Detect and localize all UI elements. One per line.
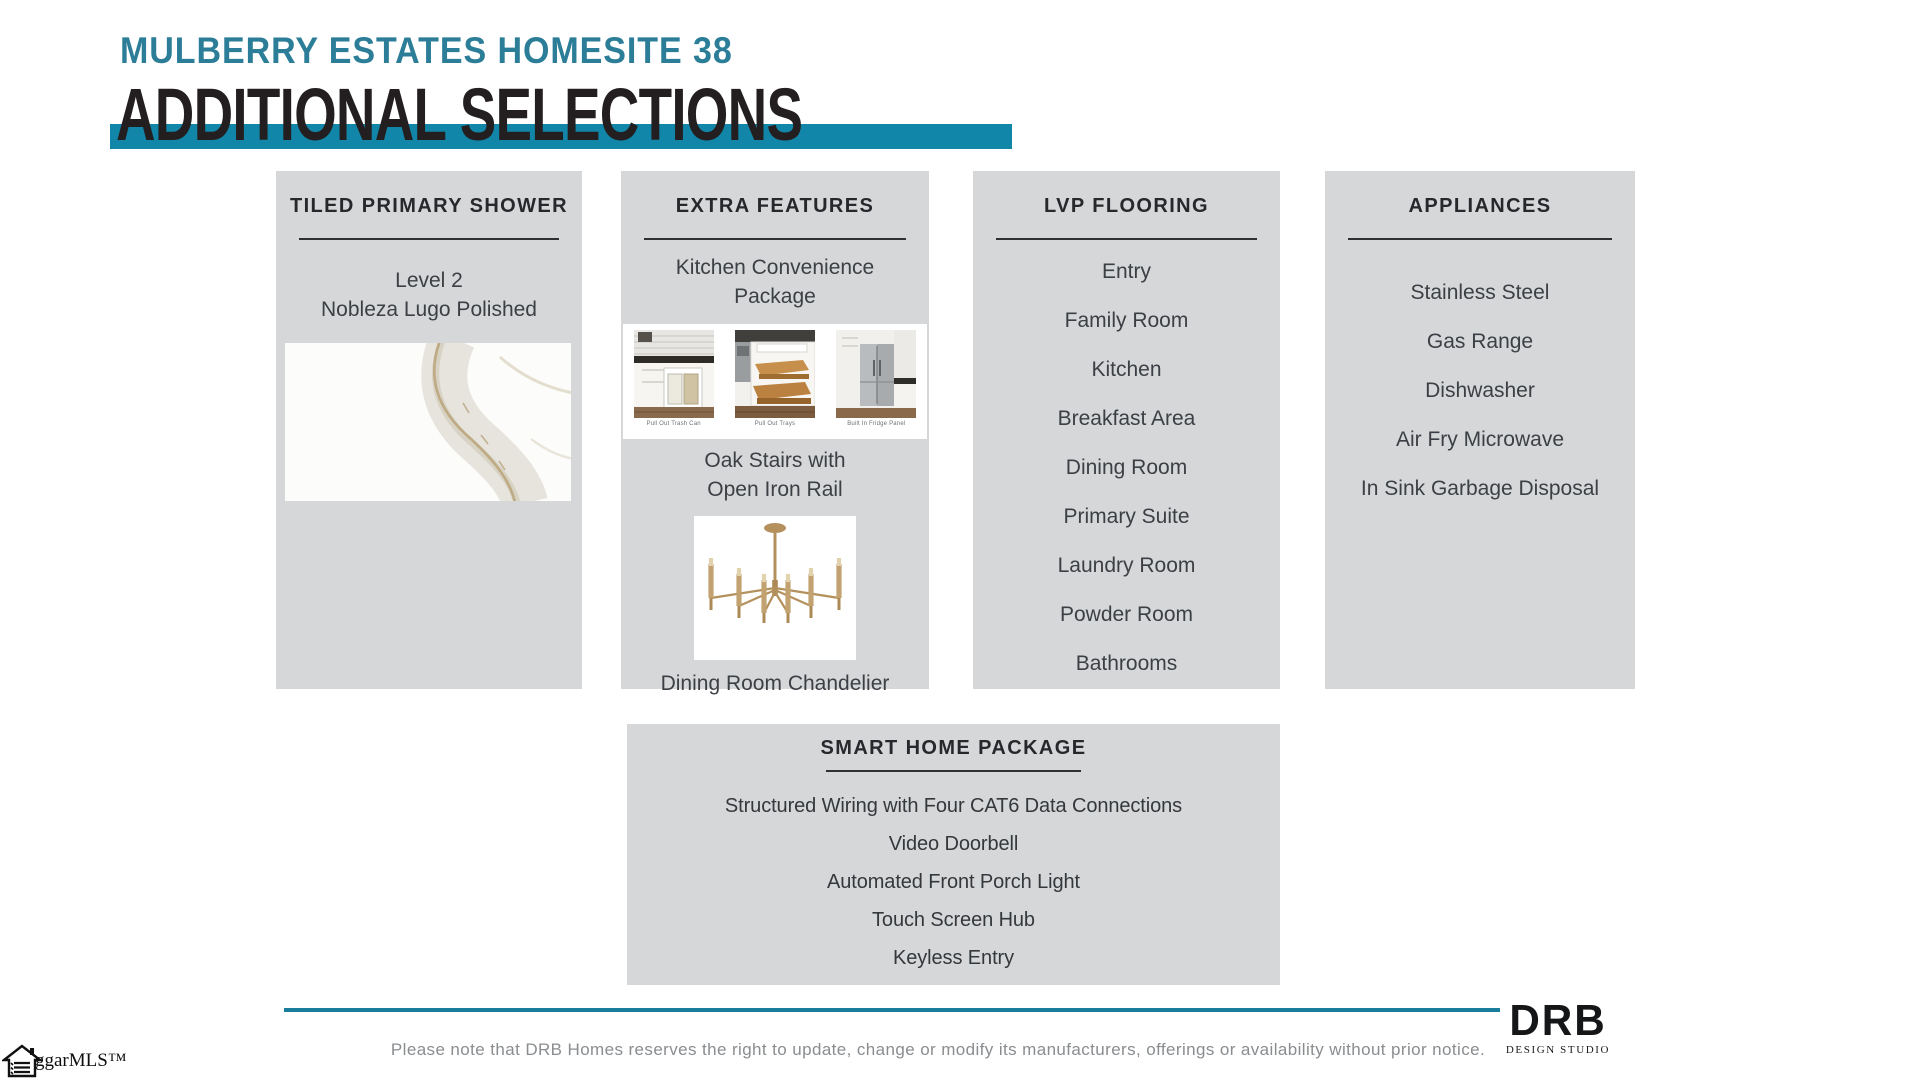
lvp-list: [973, 247, 1280, 688]
lvp-item: Kitchen: [1091, 357, 1162, 381]
heading-rule: [826, 770, 1081, 772]
drb-wordmark: DRB: [1509, 996, 1607, 1045]
heading-rule: [1348, 238, 1612, 240]
lvp-item: Bathrooms: [1075, 651, 1178, 675]
appliance-item: Air Fry Microwave: [1395, 427, 1564, 451]
lvp-item: Entry: [1101, 259, 1151, 283]
disclaimer-text: Please note that DRB Homes reserves the right to update, change or modify its manufacturers, offerings or availability without prior notice.: [390, 1040, 1486, 1059]
smart-item: Keyless Entry: [893, 946, 1014, 969]
card-lvp-flooring: [973, 171, 1280, 689]
card-appliances: [1325, 171, 1635, 689]
card-heading-smart: SMART HOME PACKAGE: [820, 737, 1087, 759]
card-heading-shower: TILED PRIMARY SHOWER: [289, 195, 568, 217]
smart-item: Touch Screen Hub: [872, 908, 1035, 931]
lvp-item: Dining Room: [1065, 455, 1188, 479]
lvp-item: Laundry Room: [1057, 553, 1196, 577]
oak-stairs-line1: Oak Stairs with: [704, 449, 846, 472]
appliance-item: Stainless Steel: [1410, 280, 1550, 304]
marble-tile-image: [285, 343, 571, 501]
kitchen-photo-trash: [631, 330, 717, 427]
card-extra-features: [621, 171, 929, 695]
card-heading-lvp: LVP FLOORING: [1044, 195, 1209, 217]
card-tiled-primary-shower: [276, 171, 582, 689]
kitchen-photo-trays: [732, 330, 818, 427]
shower-tile-name: Nobleza Lugo Polished: [321, 298, 537, 321]
photo-caption: Pull Out Trash Can: [646, 421, 701, 427]
smart-home-list: [627, 787, 1280, 977]
chandelier-image: [694, 516, 856, 660]
footer-accent-rule: [284, 1008, 1500, 1012]
photo-caption: Pull Out Trays: [754, 421, 796, 427]
card-smart-home-package: [627, 724, 1280, 985]
pull-out-trash-image: [634, 330, 714, 418]
lvp-item: Powder Room: [1059, 602, 1194, 626]
kitchen-photo-fridge: [833, 330, 919, 427]
smart-item: Structured Wiring with Four CAT6 Data Connections: [724, 794, 1183, 817]
card-heading-appliances: APPLIANCES: [1408, 195, 1552, 217]
chandelier-label: Dining Room Chandelier: [660, 672, 890, 695]
smart-item: Video Doorbell: [888, 832, 1019, 855]
mls-watermark-text: ggarMLS™: [35, 1050, 127, 1071]
heading-rule: [299, 238, 559, 240]
oak-stairs-line2: Open Iron Rail: [707, 478, 843, 501]
drb-logo-subtitle: DESIGN STUDIO: [1505, 1044, 1611, 1056]
photo-caption: Built In Fridge Panel: [847, 421, 906, 427]
card-heading-extra: EXTRA FEATURES: [675, 195, 875, 217]
page-title: ADDITIONAL SELECTIONS: [116, 73, 803, 156]
appliance-item: Gas Range: [1426, 329, 1534, 353]
drb-design-studio-logo: [1502, 996, 1614, 1056]
kitchen-photo-strip: [623, 324, 927, 439]
project-eyebrow: MULBERRY ESTATES HOMESITE 38: [120, 30, 733, 71]
lvp-item: Primary Suite: [1063, 504, 1190, 528]
kitchen-package-line2: Package: [734, 285, 816, 308]
built-in-fridge-image: [836, 330, 916, 418]
shower-level-label: Level 2: [395, 269, 463, 292]
mls-watermark: [2, 1044, 126, 1078]
heading-rule: [996, 238, 1257, 240]
heading-rule: [644, 238, 906, 240]
appliances-list: [1325, 268, 1635, 513]
pull-out-trays-image: [735, 330, 815, 418]
lvp-item: Family Room: [1064, 308, 1189, 332]
smart-item: Automated Front Porch Light: [827, 870, 1080, 893]
appliance-item: Dishwasher: [1425, 378, 1535, 402]
appliance-item: In Sink Garbage Disposal: [1360, 476, 1600, 500]
kitchen-package-line1: Kitchen Convenience: [675, 256, 875, 279]
lvp-item: Breakfast Area: [1057, 406, 1196, 430]
